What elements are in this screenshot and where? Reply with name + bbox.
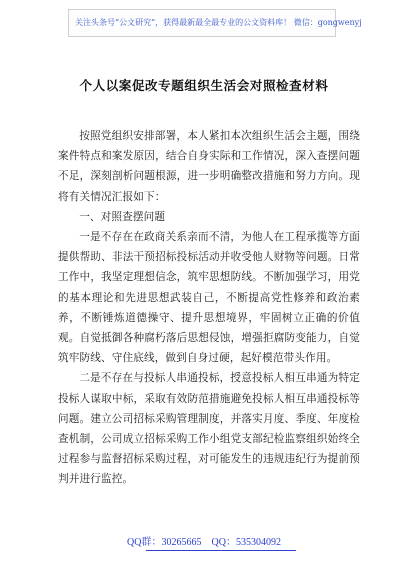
paragraph-one: 一是不存在在政商关系亲而不清，为他人在工程承揽等方面提供帮助、非法干预招标投标活动并收受他人财物等问题。日常工作中，我坚定理想信念，筑牢思想防线。不断加强学习，用党的基本理论和先进思想武装自己，不断提高党性修养和政治素养，不断锤炼道德操守、提升思想境界，牢固树立正确的价值观。自觉抵御各种腐朽落后思想侵蚀，增强拒腐防变能力，自觉筑牢防线、守住底线，做到自身过硬，起好模范带头作用。 (58, 231, 360, 365)
document-title: 个人以案促改专题组织生活会对照检查材料 (79, 78, 329, 93)
qq-number: QQ：535304092 (211, 537, 281, 548)
intro-paragraph: 按照党组织安排部署，本人紧扣本次组织生活会主题，围绕案件特点和案发原因，结合自身实际和工作情况，深入查摆问题不足，深刻剖析问题根源，进一步明确整改措施和努力方向。现将有关情况汇报如下： (58, 130, 360, 203)
section-heading: 一、对照查摆问题 (79, 210, 166, 223)
qq-contact-footer (0, 537, 408, 549)
promo-banner (68, 9, 362, 37)
promo-text: 关注头条号“公文研究”，获得最新最全最专业的公文资料库！ 微信：gongwenyj (75, 18, 362, 27)
paragraph-two: 二是不存在与投标人串通投标，授意投标人相互串通为特定投标人谋取中标，采取有效防范措施避免投标人相互串通投标等问题。建立公司招标采购管理制度，并落实月度、季度、年度检查机制，公司成立招标采购工作小组党支部纪检监察组织始终全过程参与监督招标采购过程，对可能发生的违规违纪行为提前预判并进行监控。 (58, 372, 360, 486)
document-body (58, 126, 360, 490)
qq-group-number: QQ群：30265665 (127, 537, 202, 548)
footer-underline (146, 550, 296, 551)
